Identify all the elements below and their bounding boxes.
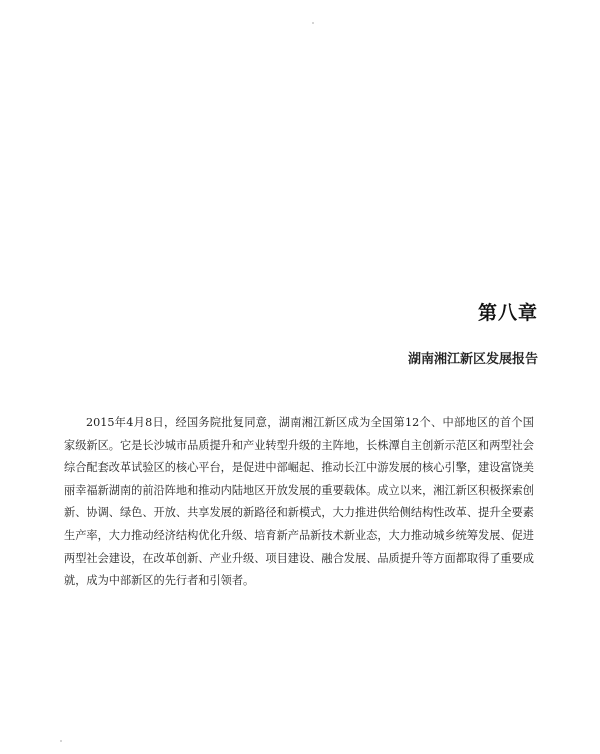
chapter-subtitle: 湖南湘江新区发展报告 (407, 352, 538, 367)
body-paragraph: 2015年4月8日，经国务院批复同意，湖南湘江新区成为全国第12个、中部地区的首个国家级新区。它是长沙城市品质提升和产业转型升级的主阵地，长株潭自主创新示范区和两型社会综合配套改革试验区的核心平台，是促进中部崛起、推动长江中游发展的核心引擎，建设富饶美丽幸福新湖南的前沿阵地和推动内陆地区开放发展的重要载体。成立以来，湘江新区积极探索创新、协调、绿色、开放、共享发展的新路径和新模式，大力推进供给侧结构性改革、提升全要素生产率，大力推动经济结构优化升级、培育新产品新技术新业态，大力推动城乡统筹发展、促进两型社会建设，在改革创新、产业升级、项目建设、融合发展、品质提升等方面都取得了重要成就，成为中部新区的先行者和引领者。 (64, 416, 534, 588)
chapter-title: 第八章 (477, 302, 538, 324)
scan-speck (60, 740, 62, 742)
scan-speck (312, 22, 314, 24)
